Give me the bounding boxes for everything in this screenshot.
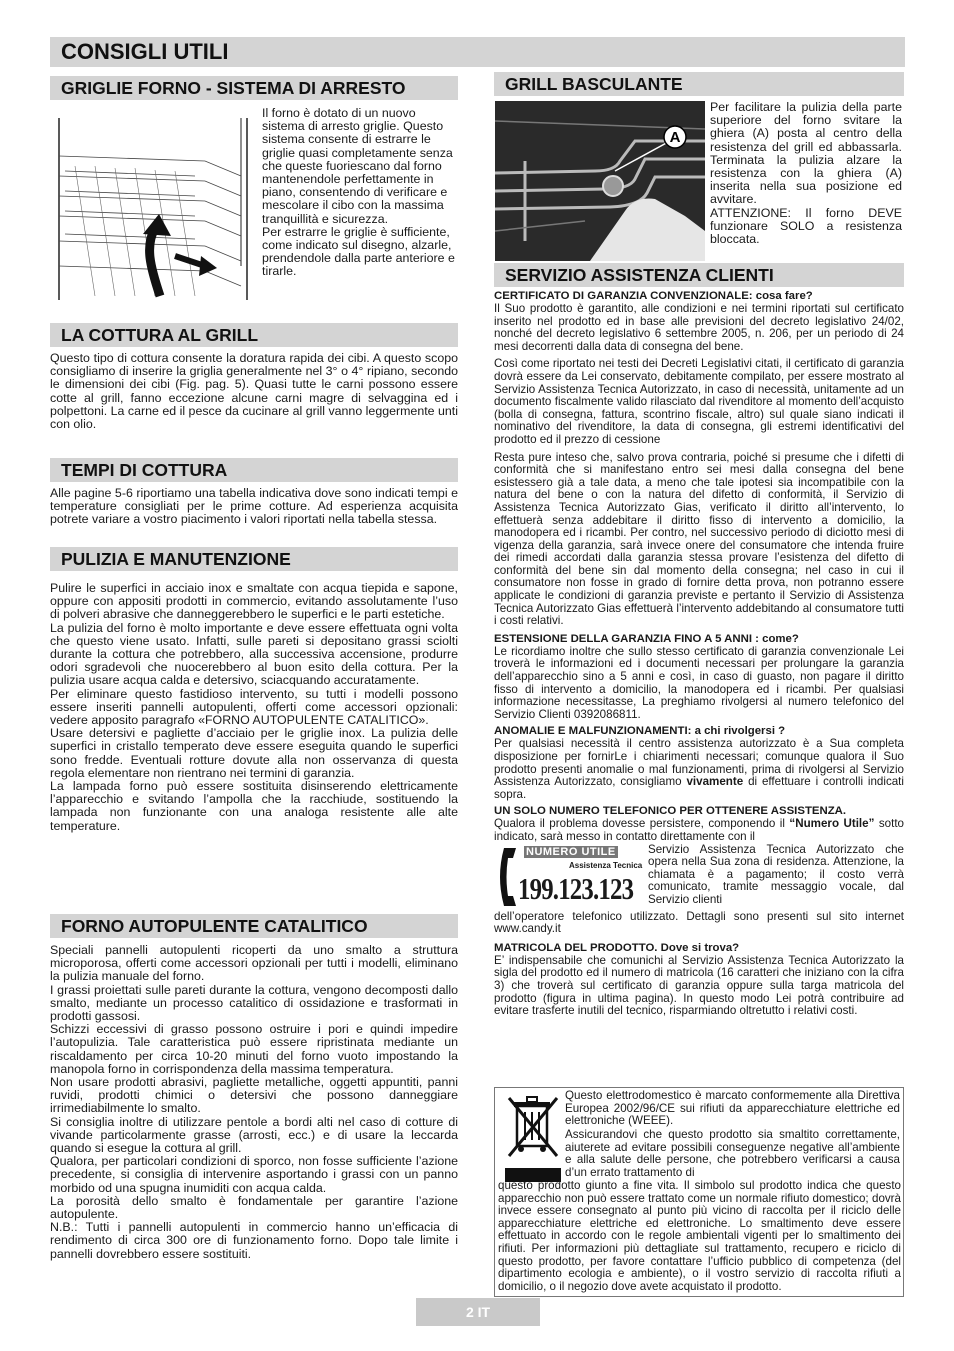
phone-handset-icon bbox=[498, 846, 520, 908]
servizio-p6-c: sotto indicato, sarà messo in contatto direttamente con il bbox=[494, 817, 904, 843]
pulizia-heading-bar bbox=[50, 547, 458, 571]
servizio-heading-bar bbox=[494, 263, 904, 287]
basculante-text-2: ATTENZIONE: Il forno DEVE funzionare SOLO a resistenza bloccata. bbox=[710, 205, 902, 247]
section-servizio bbox=[494, 263, 904, 1018]
basculante-text: Per facilitare la pulizia della parte superiore del forno svitare la ghiera (A) posta al centro della resistenza del grill ed abbassarla. Terminata la pulizia alzare la resistenza con la ghiera (A) inserita nella sua posizione ed avvitare. bbox=[710, 100, 902, 207]
pulizia-p4: Usare detersivi e pagliette d’acciaio per le griglie inox. La pulizia delle superfici in cristallo temperato deve essere eseguita quando le superfici sono fredde. Eventuali rotture dovute alla non osservanza di questa regola elementare non rientrano nei termini di garanzia. bbox=[50, 726, 458, 780]
servizio-p8: dell’operatore telefonico utilizzato. Dettagli sono presenti sul sito internet www.candy.it bbox=[494, 909, 904, 936]
catalitico-p5: Si consiglia inoltre di utilizzare pentole a bordi alti nel caso di cotture di vivande particolarmente grasse (arrosti, ecc.) e di usare la leccarda quando si esegue la cottura al grill. bbox=[50, 1114, 458, 1156]
servizio-p6-a: Qualora il problema dovesse persistere, componendo il bbox=[494, 817, 790, 831]
servizio-sub2: ESTENSIONE DELLA GARANZIA FINO A 5 ANNI : come? bbox=[494, 632, 799, 645]
grill-heading: LA COTTURA AL GRILL bbox=[61, 325, 259, 345]
weee-text-1: Questo elettrodomestico è marcato conformemente alla Direttiva Europea 2002/96/CE sui rifiuti da apparecchiature elettriche ed elettroniche (WEEE). bbox=[565, 1089, 900, 1128]
servizio-p1: Il Suo prodotto è garantito, alle condizioni e nei termini riportati sul certificato inserito nel prodotto ed in base alle previsioni del decreto legislativo 24/02, nonché del decreto legislativo 6 settembre 2005, n. 206, per un periodo di 24 mesi decorrenti dalla data di consegna del bene. bbox=[494, 302, 904, 353]
section-griglie bbox=[50, 76, 458, 100]
numero-utile-logo bbox=[494, 846, 644, 910]
catalitico-p1: Speciali pannelli autopulenti ricoperti da uno smalto a struttura microporosa, offerti come accessori opzionali per tutti i modelli, eliminano la pulizia manuale del forno. bbox=[50, 943, 458, 984]
weee-text-3: questo prodotto giunto a fine vita. Il simbolo sul prodotto indica che questo apparecchio non può essere trattato come un normale rifiuto domestico; dovrà invece essere consegnato al punto più vicino di raccolta per il riciclo delle apparecchiature elettriche ed elettroniche. Lo smaltimento deve essere effettuato in accordo con le regole ambientali vigenti per lo smaltimento dei rifiuti. Per informazioni più dettagliate sul trattamento, recupero e riciclo di questo prodotto, per favore contattare l’ufficio pubblico di competenza (del dipartimento ecologia e ambiente), o il vostro servizio di raccolta rifiuti a domicilio, o il negozio dove avete acquistato il prodotto. bbox=[498, 1179, 901, 1293]
servizio-p5-b: vivamente bbox=[686, 775, 744, 789]
grill-photo-drawing bbox=[495, 101, 705, 261]
basculante-heading: GRILL BASCULANTE bbox=[505, 74, 683, 94]
section-grill bbox=[50, 323, 458, 431]
servizio-p2: Così come riportato nei testi dei Decreti Legislativi citati, il certificato di garanzia dovrà essere da Lei conservato, debitamente compilato, per essere mostrato al Servizio Assistenza Tecnica Autorizzato, in caso di necessità, unitamente ad un documento fiscalmente valido rilasciato dal rivenditore al momento dell’acquisto (bolla di consegna, fattura, scontrino fiscale, altro) sul quale siano indicati il nominativo del rivenditore, la data di consegna, gli estremi identificativi del prodotto ed il prezzo di cessione bbox=[494, 357, 904, 446]
pulizia-heading: PULIZIA E MANUTENZIONE bbox=[61, 549, 291, 569]
crossed-bin-icon bbox=[505, 1092, 561, 1184]
servizio-sub1: CERTIFICATO DI GARANZIA CONVENZIONALE: cosa fare? bbox=[494, 290, 813, 302]
griglie-heading: GRIGLIE FORNO - SISTEMA DI ARRESTO bbox=[61, 78, 406, 98]
catalitico-p6: Qualora, per particolari condizioni di sporco, non fosse sufficiente l’azione precedente, si consiglia di intervenire asportando i grassi con un panno morbido od una spugna inumiditi con acqua calda. bbox=[50, 1154, 458, 1195]
servizio-p6 bbox=[494, 818, 904, 843]
tempi-heading-bar bbox=[50, 458, 458, 482]
page-number-bar bbox=[416, 1298, 540, 1326]
servizio-p5-c: di effettuare i controlli indicati sopra. bbox=[494, 775, 904, 801]
section-basculante bbox=[494, 72, 904, 96]
pulizia-p3: Per eliminare questo fastidioso intervento, su tutti i modelli possono essere inseriti pannelli autopulenti, offerti come accessori opzionali: vedere apposito paragrafo «FORNO AUTOPULENTE CATALITICO». bbox=[50, 686, 458, 728]
page-number: 2 IT bbox=[465, 1304, 491, 1320]
griglie-text-2: Per estrarre le griglie è sufficiente, come indicato sul disegno, alzarle, prendendole dalla parte anteriore e tirarle. bbox=[262, 224, 455, 279]
catalitico-heading-bar bbox=[50, 914, 458, 938]
tempi-heading: TEMPI DI COTTURA bbox=[61, 460, 228, 480]
weee-notice-box bbox=[494, 1087, 904, 1297]
servizio-sub4: UN SOLO NUMERO TELEFONICO PER OTTENERE ASSISTENZA. bbox=[494, 805, 847, 818]
tempi-text: Alle pagine 5-6 riportiamo una tabella indicativa dove sono indicati tempi e temperature consigliati per le prime cotture. Ad esperienza acquisita potrete variare a vostro piacimento i valori riportati nella tabella stessa. bbox=[50, 486, 458, 527]
numero-utile-block bbox=[494, 844, 904, 911]
servizio-p4: Le ricordiamo inoltre che sullo stesso certificato di garanzia convenzionale Lei troverà le informazioni ed i documenti necessari per prolungare la garanzia dell’apparecchio sino a 5 anni e così, in caso di guasto, non pagare il diritto fisso di intervento a domicilio, la manodopera ed i ricambi. Per qualsiasi informazione necessitasse, La preghiamo rivolgersi al numero telefonico del Servizio Clienti 0392086811. bbox=[494, 644, 904, 721]
oven-rack-drawing bbox=[55, 116, 255, 300]
servizio-p5-a: Per qualsiasi necessità il centro assistenza autorizzato è a Sua completa disposizione per fornirLe i chiarimenti necessari; comunque qualora il Suo prodotto presenti anomalie o mal funzionamenti, prima di rivolgersi al Servizio Assistenza Autorizzato, consigliamo bbox=[494, 737, 904, 789]
pulizia-p2: La pulizia del forno è molto importante e deve essere effettuata ogni volta che questo viene usato. Infatti, sulle pareti si depositano grassi sciolti durante la cottura che potrebbero, alla successiva accensione, produrre odori sgradevoli che nuocerebbero al buon esito della cottura. Per la pulizia usare acqua calda e detersivo, sciacquando accuratamente. bbox=[50, 620, 458, 688]
page-title-bar bbox=[50, 37, 905, 67]
numero-utile-number: 199.123.123 bbox=[518, 870, 634, 906]
griglie-heading-bar bbox=[50, 76, 458, 100]
catalitico-heading: FORNO AUTOPULENTE CATALITICO bbox=[61, 916, 368, 936]
basculante-text-block bbox=[710, 101, 902, 246]
servizio-p9: E’ indispensabile che comunichi al Servizio Assistenza Tecnica Autorizzato la sigla del prodotto ed il numero di matricola (16 caratteri che iniziano con la cifra 3) che troverà sul certificato di garanzia oppure sulla targa matricola del prodotto (figura in ultima pagina). In questo modo Lei potrà contribuire ad evitare trasferte inutili del tecnico, risparmiando oltretutto i relativi costi. bbox=[494, 953, 904, 1018]
servizio-p7: Servizio Assistenza Tecnica Autorizzato che opera nella Sua zona di residenza. Attenzione, la chiamata è a pagamento; il costo verrà comunicato, tramite messaggio vocale, dal Servizio clienti bbox=[648, 842, 904, 906]
grill-text: Questo tipo di cottura consente la doratura rapida dei cibi. A questo scopo consigliamo di inserire la griglia generalmente nel 3° o 4° ripiano, secondo le dimensioni dei cibi (Fig. pag. 5). Quasi tutte le carni possono essere cotte al grill, fanno eccezione alcune carni magre di selvaggina ed i polpettoni. La carne ed il pesce da cucinare al grill vanno leggermente unti con olio. bbox=[50, 351, 458, 432]
pulizia-p5: La lampada forno può essere sostituita disinserendo elettricamente l’apparecchio e svitando l’ampolla che la racchiude, sostituendo la lampada non funzionante con una analoga resistente alle alte temperature. bbox=[50, 779, 458, 833]
catalitico-p7: La porosità dello smalto è fondamentale per garantire l’azione autopulente. bbox=[50, 1193, 458, 1222]
servizio-sub5: MATRICOLA DEL PRODOTTO. Dove si trova? bbox=[494, 941, 740, 954]
grill-photo bbox=[495, 101, 705, 261]
basculante-heading-bar bbox=[494, 72, 904, 96]
grill-heading-bar bbox=[50, 323, 458, 347]
section-pulizia bbox=[50, 547, 458, 833]
section-catalitico bbox=[50, 914, 458, 1261]
section-tempi bbox=[50, 458, 458, 527]
catalitico-p3: Schizzi eccessivi di grasso possono ostruire i pori e quindi impedire l’autopulizia. Tale caratteristica può essere ripristinata mediante un riscaldamento per circa 10-20 minuti del forno vuoto impostando la manopola forno in corrispondenza della massima temperatura. bbox=[50, 1022, 458, 1076]
griglie-text-block bbox=[262, 107, 458, 279]
servizio-p3: Resta pure inteso che, salvo prova contraria, poiché si presume che i difetti di conformità che si manifestano entro sei mesi dalla consegna del bene esistessero già a tale data, a meno che tale ipotesi sia incompatibile con la natura del bene o con la natura del difetto di conformità, il Servizio di Assistenza Tecnica Autorizzato Gias, verificato il diritto all’intervento, lo effettuerà senza addebitare il diritto fisso di intervento a domicilio, la manodopera ed i ricambi. Per contro, nel successivo periodo di diciotto mesi di vigenza della garanzia, sarà invece onere del consumatore che intenda fruire dei rimedi accordati dalla garanzia stessa provare l’esistenza del difetto di conformità del bene sin dal momento della consegna; nel caso in cui il consumatore non fosse in grado di fornire detta prova, non potranno essere applicate le condizioni di garanzia previste e pertanto il Servizio di Assistenza Tecnica Autorizzato Gias effettuerà l’intervento addebitando al consumatore tutti i costi relativi. bbox=[494, 450, 904, 628]
weee-text-2: Assicurandovi che questo prodotto sia smaltito correttamente, aiuterete ad evitare possibili conseguenze negative all’ambiente e alla salute delle persone, che potrebbero verificarsi a causa d’un errato trattamento di bbox=[565, 1128, 900, 1179]
catalitico-p2: I grassi proiettati sulle pareti durante la cottura, vengono decomposti dallo smalto, mediante un processo catalitico di ossidazione e trasformati in prodotti gassosi. bbox=[50, 982, 458, 1024]
servizio-sub3: ANOMALIE E MALFUNZIONAMENTI: a chi rivolgersi ? bbox=[494, 725, 786, 738]
servizio-heading: SERVIZIO ASSISTENZA CLIENTI bbox=[505, 265, 774, 285]
photo-label-a: A bbox=[669, 129, 681, 146]
servizio-p6-b: “Numero Utile” bbox=[789, 817, 875, 831]
numero-utile-label: NUMERO UTILE bbox=[526, 845, 616, 858]
pulizia-p1: Pulire le superfici in acciaio inox e smaltate con acqua tiepida e sapone, oppure con appositi prodotti in commercio, evitando assolutamente l’uso di polveri abrasive che danneggerebbero le superfici e le parti estetiche. bbox=[50, 581, 458, 622]
catalitico-p4: Non usare prodotti abrasivi, pagliette metalliche, oggetti appuntiti, panni ruvidi, prodotti chimici o detersivi che possono danneggiare irrimediabilmente lo smalto. bbox=[50, 1075, 458, 1116]
numero-utile-sub: Assistenza Tecnica bbox=[569, 860, 643, 870]
servizio-p5 bbox=[494, 738, 904, 801]
page-title: CONSIGLI UTILI bbox=[61, 39, 229, 64]
griglie-text: Il forno è dotato di un nuovo sistema di arresto griglie. Questo sistema consente di estrarre le griglie quasi completamente senza che queste fuoriescano dal forno mantenendole perfettamente in piano, consentendo di verificare e mescolare il cibo con la massima tranquillità e sicurezza. bbox=[262, 106, 453, 226]
catalitico-p8: N.B.: Tutti i pannelli autopulenti in commercio hanno un’efficacia di rendimento di circa 300 ore di funzionamento forno. Dopo tale limite i pannelli dovrebbero essere sostituiti. bbox=[50, 1220, 458, 1261]
